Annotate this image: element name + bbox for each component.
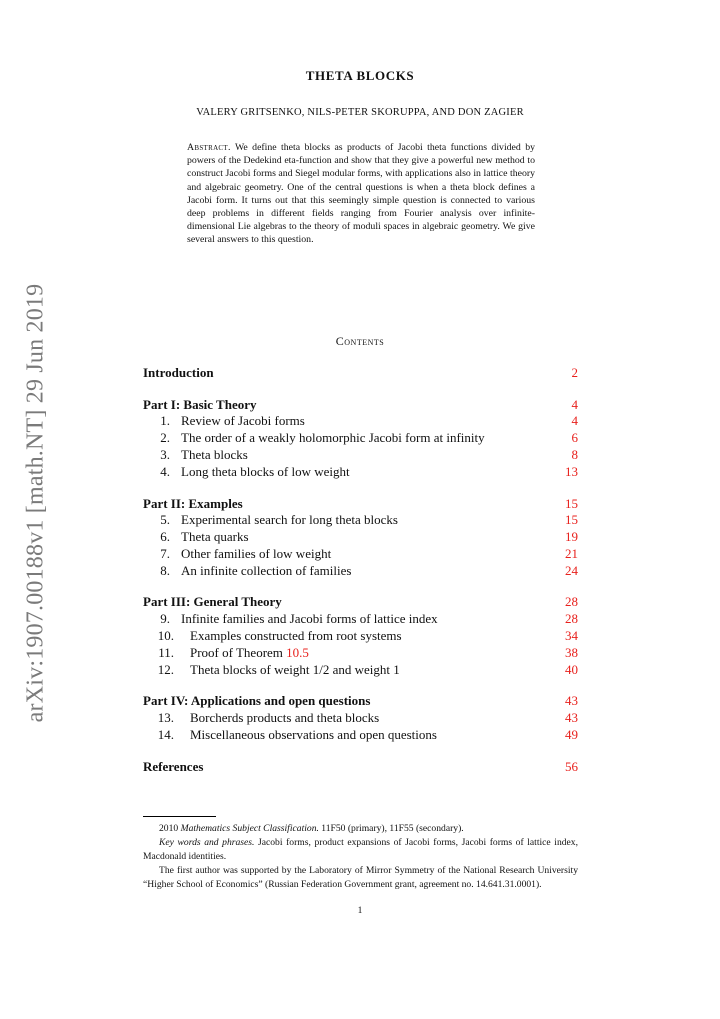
toc-entry-title: Theta blocks: [181, 447, 248, 462]
toc-entry-title: Long theta blocks of low weight: [181, 464, 350, 479]
contents-heading: Contents: [335, 334, 385, 348]
toc-introduction-page[interactable]: 2: [571, 365, 578, 380]
toc-entry-page[interactable]: 49: [565, 727, 578, 742]
toc-entry-page[interactable]: 4: [571, 413, 578, 428]
toc-entry-page[interactable]: 19: [565, 529, 578, 544]
toc-part-page[interactable]: 43: [565, 693, 578, 708]
footnote-rule: [143, 816, 216, 817]
toc-introduction-title: Introduction: [143, 365, 214, 380]
toc-entry-title: Miscellaneous observations and open questions: [190, 727, 437, 742]
toc-entry-title: Experimental search for long theta blocks: [181, 512, 398, 527]
toc-entry[interactable]: [143, 511, 578, 528]
toc-entry-number: 1.: [160, 413, 170, 428]
toc-entry-number: 13.: [157, 710, 174, 725]
paper-authors: VALERY GRITSENKO, NILS-PETER SKORUPPA, AND DON ZAGIER: [196, 107, 524, 118]
toc-entry[interactable]: [143, 429, 578, 446]
toc-entry-page[interactable]: 24: [565, 563, 578, 578]
page-number: 1: [357, 906, 363, 916]
toc-entry-number: 8.: [160, 563, 170, 578]
toc-entry[interactable]: [143, 610, 578, 627]
toc-entry-title: Review of Jacobi forms: [181, 413, 305, 428]
toc-entry-number: 10.: [157, 628, 174, 643]
toc-entry[interactable]: [143, 709, 578, 726]
toc-part-title: Part I: Basic Theory: [143, 397, 257, 412]
arxiv-identifier-text: arXiv:1907.00188v1 [math.NT] 29 Jun 2019: [22, 283, 49, 722]
msc-label: Mathematics Subject Classification.: [180, 823, 319, 834]
toc-entry-page[interactable]: 8: [571, 447, 578, 462]
toc-entry[interactable]: [143, 627, 578, 644]
toc-entry-page[interactable]: 40: [565, 662, 578, 677]
toc-part-title: Part III: General Theory: [143, 594, 282, 609]
toc-entry[interactable]: [143, 463, 578, 480]
toc-entry-title: The order of a weakly holomorphic Jacobi form at infinity: [181, 430, 485, 445]
abstract-label: Abstract.: [187, 142, 231, 153]
toc-entry[interactable]: [143, 644, 578, 661]
keywords-text: Jacobi forms, product expansions of Jacobi forms, Jacobi forms of lattice index, Macdonald identities.: [143, 837, 578, 862]
keywords-footnote: [143, 836, 578, 864]
toc-entry-page[interactable]: 43: [565, 710, 578, 725]
toc-part-title: Part II: Examples: [143, 496, 243, 511]
toc-entry-number: 4.: [160, 464, 170, 479]
toc-entry-title: Borcherds products and theta blocks: [190, 710, 380, 725]
toc-references-page[interactable]: 56: [565, 759, 578, 774]
toc-entry-page[interactable]: 38: [565, 645, 578, 660]
toc-entry-page[interactable]: 28: [565, 611, 578, 626]
msc-footnote: [143, 822, 578, 836]
toc-entry-number: 9.: [160, 611, 170, 626]
toc-entry-title: Theta quarks: [181, 529, 249, 544]
toc-entry[interactable]: [143, 528, 578, 545]
toc-entry-title-wrap: [190, 644, 309, 661]
toc-part4[interactable]: [143, 692, 578, 709]
keywords-label: Key words and phrases.: [159, 837, 255, 848]
toc-part-page[interactable]: 28: [565, 594, 578, 609]
toc-entry-number: 7.: [160, 546, 170, 561]
footnotes: [143, 822, 578, 892]
toc-part2[interactable]: [143, 495, 578, 512]
toc-entry-page[interactable]: 13: [565, 464, 578, 479]
toc-entry-title: Other families of low weight: [181, 546, 332, 561]
msc-text: 11F50 (primary), 11F55 (secondary).: [321, 823, 464, 834]
toc-part3[interactable]: [143, 593, 578, 610]
toc-part-page[interactable]: 15: [565, 496, 578, 511]
toc-entry[interactable]: [143, 545, 578, 562]
toc-entry[interactable]: [143, 661, 578, 678]
theorem-reference-link[interactable]: 10.5: [286, 645, 309, 660]
abstract-text: We define theta blocks as products of Jacobi theta functions divided by powers of the Dedekind eta-function and show that they give a powerful new method to construct Jacobi forms and Siegel modular forms, with applications also in lattice theory and algebraic geometry. One of the central questions is when a theta block defines a Jacobi form. It turns out that this seemingly simple question is connected to various deep problems in different fields ranging from Fourier analysis over infinite-dimensional Lie algebras to the theory of moduli spaces in algebraic geometry. We give several answers to this question.: [187, 142, 535, 246]
toc-part-page[interactable]: 4: [571, 397, 578, 412]
toc-part1[interactable]: [143, 396, 578, 413]
toc-entry-number: 2.: [160, 430, 170, 445]
toc-entry-number: 14.: [157, 727, 174, 742]
support-footnote: The first author was supported by the Laboratory of Mirror Symmetry of the National Research University “Higher School of Economics” (Russian Federation Government grant, agreement no. 14.641.31.0001).: [143, 865, 578, 890]
toc-entry[interactable]: [143, 562, 578, 579]
toc-references-title: References: [143, 759, 204, 774]
toc-entry-page[interactable]: 6: [571, 430, 578, 445]
toc-entry-number: 11.: [158, 645, 174, 660]
msc-year: 2010: [159, 823, 179, 834]
toc-entry[interactable]: [143, 726, 578, 743]
toc-entry-page[interactable]: 15: [565, 512, 578, 527]
toc-entry-number: 6.: [160, 529, 170, 544]
toc-references[interactable]: [143, 758, 578, 775]
toc-entry-number: 12.: [157, 662, 174, 677]
toc-entry-title: An infinite collection of families: [181, 563, 352, 578]
toc-entry-number: 5.: [160, 512, 170, 527]
toc-entry-page[interactable]: 21: [565, 546, 578, 561]
paper-title: THETA BLOCKS: [305, 68, 415, 83]
toc-entry-title: Examples constructed from root systems: [190, 628, 402, 643]
toc-introduction[interactable]: [143, 364, 578, 381]
toc-entry-title: Theta blocks of weight 1/2 and weight 1: [190, 662, 400, 677]
toc-entry-number: 3.: [160, 447, 170, 462]
toc-entry-title: Infinite families and Jacobi forms of lattice index: [181, 611, 438, 626]
toc-entry-page[interactable]: 34: [565, 628, 578, 643]
toc-part-title: Part IV: Applications and open questions: [143, 693, 371, 708]
toc-entry[interactable]: [143, 412, 578, 429]
toc-entry[interactable]: [143, 446, 578, 463]
toc-entry-title: Proof of Theorem: [190, 645, 283, 660]
